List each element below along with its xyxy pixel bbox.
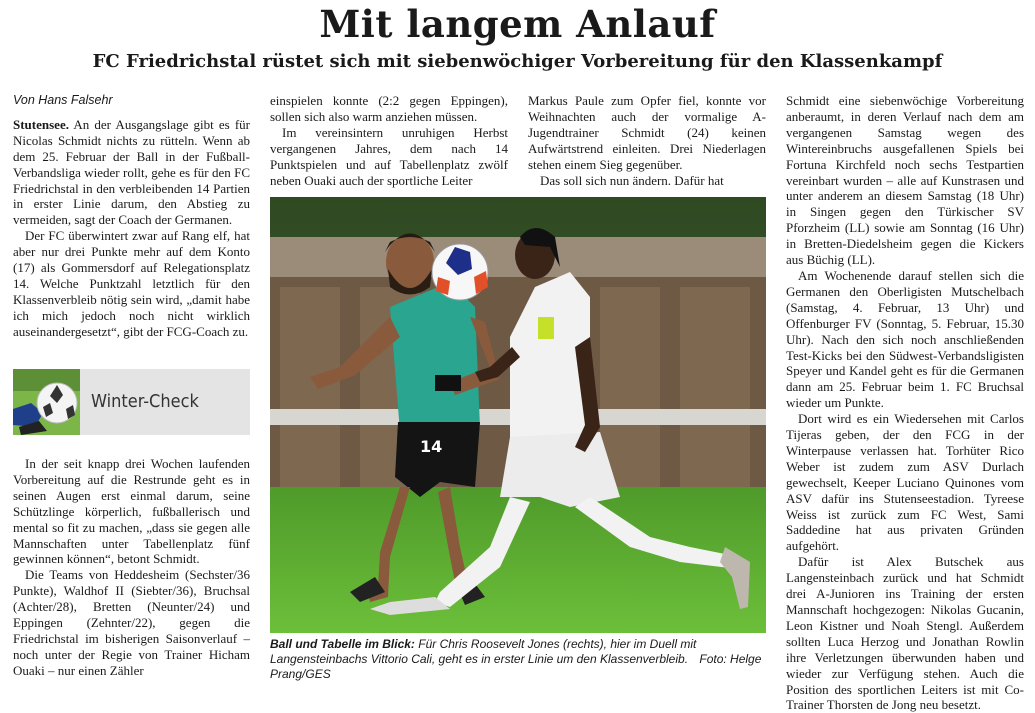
- paragraph-text: An der Ausgangslage gibt es für Nicolas Schmidt nichts zu rütteln. Wenn ab dem 25. Februar der Ball in der Fußball-Verbandsliga wieder rollt, gehe es für den FC Friedrichstal in den verbleibenden 14 Partien in erster Linie darum, den Abstieg zu vermeiden, sagt der Coach der Germanen.: [13, 116, 250, 228]
- jersey-number: 14: [420, 437, 443, 456]
- soccer-ball-image: [13, 369, 80, 435]
- headline: Mit langem Anlauf: [319, 2, 716, 46]
- photo-credit: Foto: Helge Prang/GES: [270, 652, 762, 681]
- author-byline: Von Hans Falsehr: [13, 93, 113, 107]
- article-paragraph: In der seit knapp drei Wochen laufenden Vorbereitung auf die Restrunde geht es in seinen Augen erst einmal darum, seine Schützlinge körperlich, fußballerisch und mental so fit zu machen, „dass sie gegen alle Mannschaften unter Tabellenplatz fünf gewinnen können“, betont Schmidt.: [13, 456, 250, 567]
- article-paragraph: Dort wird es ein Wiedersehen mit Carlos Tijeras geben, der den FCG in der Winterpause verlassen hat. Torhüter Rico Weber ist zudem zum ASV Durlach gewechselt, Keeper Luciano Quinones vom ASV dafür ins Stutenseestadion. Tyreese Weiss ist zurück zum FC West, Sami Saddedine hat aus privaten Gründen aufgehört.: [786, 411, 1024, 554]
- article-column-1: [13, 93, 250, 340]
- article-paragraph: Dafür ist Alex Butschek aus Langensteinbach zurück und hat Schmidt drei A-Junioren ins Training der ersten Mannschaft hochgezogen: Nikolas Gucanin, Leon Kistner und Noah Stengl. Außerdem sollten Luca Herzog und Jonathan Rowlin ihre Verletzungen überwunden haben und wieder zur Verfügung stehen. Auch die Position des sportlichen Leiters ist mit Co-Trainer Thorsten de Jong neu besetzt.: [786, 554, 1024, 713]
- subheadline: FC Friedrichstal rüstet sich mit siebenwöchiger Vorbereitung für den Klassenkampf: [92, 51, 943, 72]
- photo-caption: [270, 637, 768, 682]
- article-column-3: [528, 93, 766, 188]
- article-paragraph: Markus Paule zum Opfer fiel, konnte vor Weihnachten auch der vormalige A-Jugendtrainer Schmidt (24) keinen Aufwärtstrend einleiten. Drei Niederlagen stehen einem Sieg gegenüber.: [528, 93, 766, 172]
- match-photo: [270, 197, 766, 633]
- article-column-2: [270, 93, 508, 188]
- article-paragraph: [13, 117, 250, 228]
- article-column-1-continued: [13, 456, 250, 679]
- article-paragraph: Der FC überwintert zwar auf Rang elf, hat aber nur drei Punkte mehr auf dem Konto (17) als Gommersdorf auf Relegationsplatz 14. Welche Punktzahl letztlich für den Klassenverbleib nötig sein wird, „damit habe ich mich jedoch noch nicht wirklich auseinandergesetzt“, gibt der FCG-Coach zu.: [13, 228, 250, 339]
- dateline-place: Stutensee.: [13, 116, 69, 132]
- caption-text: Für Chris Roosevelt Jones (rechts), hier im Duell mit Langensteinbachs Vittorio Cali, geht es in erster Linie um den Klassenverbleib.: [270, 637, 697, 666]
- article-paragraph: Schmidt eine siebenwöchige Vorbereitung anberaumt, in deren Verlauf nach dem am vergangenen Samstag wegen des Wintereinbruchs ausgefallenen Spiels bei Fortuna Kirchfeld noch sechs Testpartien vereinbart wurden – alle auf Kunstrasen und unter anderem an diesem Samstag (18 Uhr) in Singen gegen den Türkischer SV Pforzheim (LL) sowie am Sonntag (16 Uhr) in Bretten-Diedelsheim gegen die Kickers aus Büchig (LL).: [786, 93, 1024, 268]
- article-paragraph: Am Wochenende darauf stellen sich die Germanen den Oberligisten Mutschelbach (Samstag, 4. Februar, 13 Uhr) und Offenburger FV (Sonntag, 5. Februar, 15.30 Uhr). Nach den sich noch anschließenden Test-Kicks bei den Südwest-Verbandsligisten Speyer und Kandel geht es für die Germanen dann am 25. Februar beim 1. FC Bruchsal wieder um Punkte.: [786, 267, 1024, 411]
- article-paragraph: Das soll sich nun ändern. Dafür hat: [540, 172, 724, 188]
- caption-lead: Ball und Tabelle im Blick:: [270, 637, 415, 651]
- article-paragraph: einspielen konnte (2:2 gegen Eppingen), sollen sich also warm anziehen müssen.: [270, 93, 508, 124]
- article-paragraph: Im vereinsintern unruhigen Herbst vergangenen Jahres, dem nach 14 Punktspielen und auf Tabellenplatz zwölf neben Ouaki auch der sportliche Leiter: [270, 124, 508, 188]
- article-paragraph: Die Teams von Heddesheim (Sechster/36 Punkte), Waldhof II (Siebter/36), Bruchsal (Achter/28), Bretten (Neunter/24) und Eppingen (Zehnter/22), gegen die Friedrichstal im bisherigen Saisonverlauf – noch unter der Regie von Trainer Hicham Ouaki – nur einen Zähler: [13, 567, 250, 678]
- article-column-4: [786, 93, 1024, 713]
- soccer-ball: [432, 244, 488, 300]
- winter-check-label: Winter-Check: [91, 391, 199, 412]
- winter-check-box: [13, 369, 250, 435]
